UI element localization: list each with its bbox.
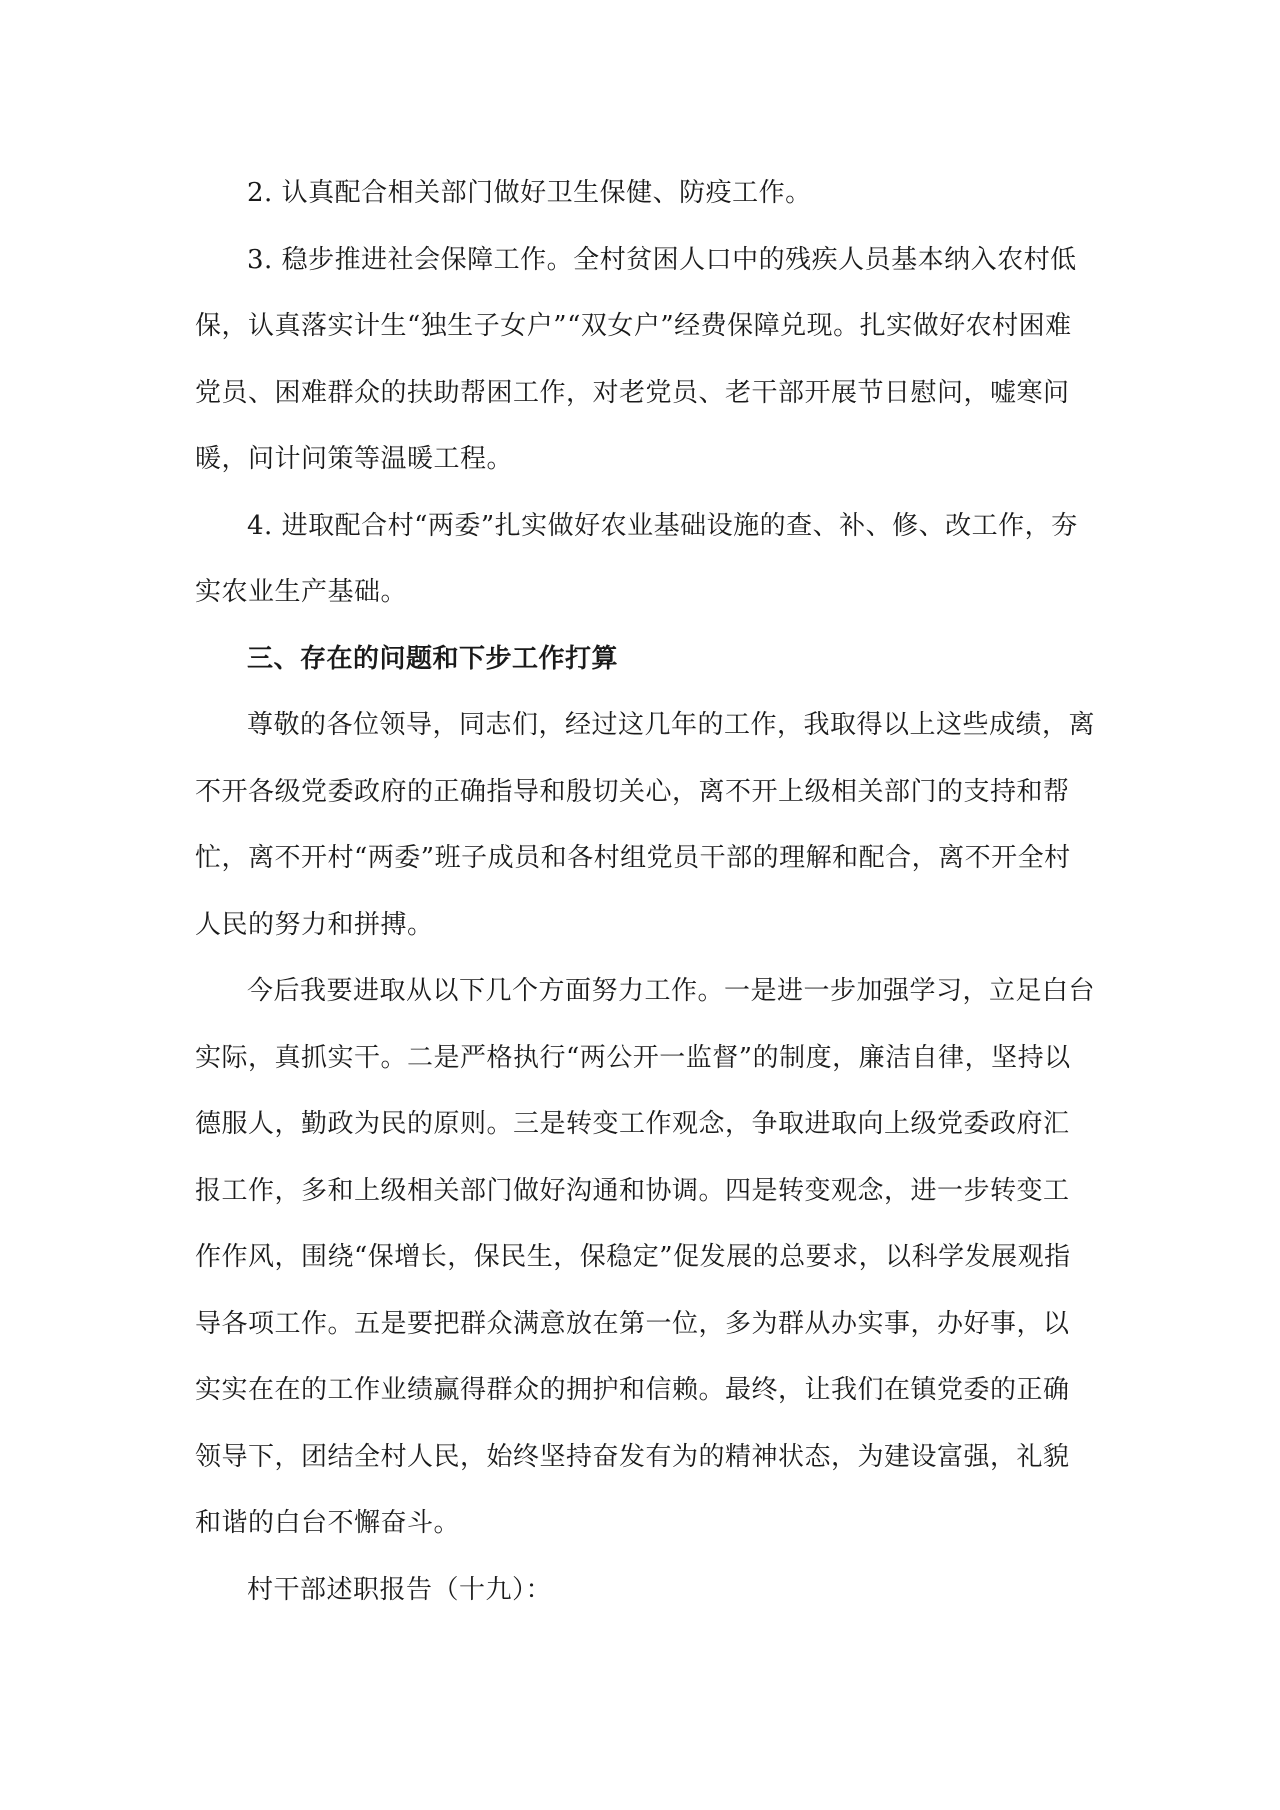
paragraph-item-3: 3. 稳步推进社会保障工作。全村贫困人口中的残疾人员基本纳入农村低保，认真落实计生“独生子女户”“双女户”经费保障兑现。扎实做好农村困难党员、困难群众的扶助帮困工作，对老党员、老干部开展节日慰问，嘘寒问暖，问计问策等温暖工程。 — [195, 244, 1077, 474]
paragraph-item-2: 2. 认真配合相关部门做好卫生保健、防疫工作。 — [247, 178, 812, 208]
section-heading-problems-plans: 三、存在的问题和下步工作打算 — [247, 643, 619, 674]
paragraph-next-report-title: 村干部述职报告（十九）： — [247, 1574, 553, 1605]
paragraph-item-4: 4. 进取配合村“两委”扎实做好农业基础设施的查、补、修、改工作，夯实农业生产基础。 — [195, 510, 1078, 607]
paragraph-acknowledgement: 尊敬的各位领导，同志们，经过这几年的工作，我取得以上这些成绩，离不开各级党委政府的正确指导和殷切关心，离不开上级相关部门的支持和帮忙，离不开村“两委”班子成员和各村组党员干部的理解和配合，离不开全村人民的努力和拼搏。 — [195, 710, 1096, 940]
document-body — [195, 160, 1095, 1623]
paragraph-future-plans: 今后我要进取从以下几个方面努力工作。一是进一步加强学习，立足白台实际，真抓实干。二是严格执行“两公开一监督”的制度，廉洁自律，坚持以德服人，勤政为民的原则。三是转变工作观念，争取进取向上级党委政府汇报工作，多和上级相关部门做好沟通和协调。四是转变观念，进一步转变工作作风，围绕“保增长，保民生，保稳定”促发展的总要求，以科学发展观指导各项工作。五是要把群众满意放在第一位，多为群从办实事，办好事，以实实在在的工作业绩赢得群众的拥护和信赖。最终，让我们在镇党委的正确领导下，团结全村人民，始终坚持奋发有为的精神状态，为建设富强，礼貌和谐的白台不懈奋斗。 — [195, 976, 1096, 1538]
